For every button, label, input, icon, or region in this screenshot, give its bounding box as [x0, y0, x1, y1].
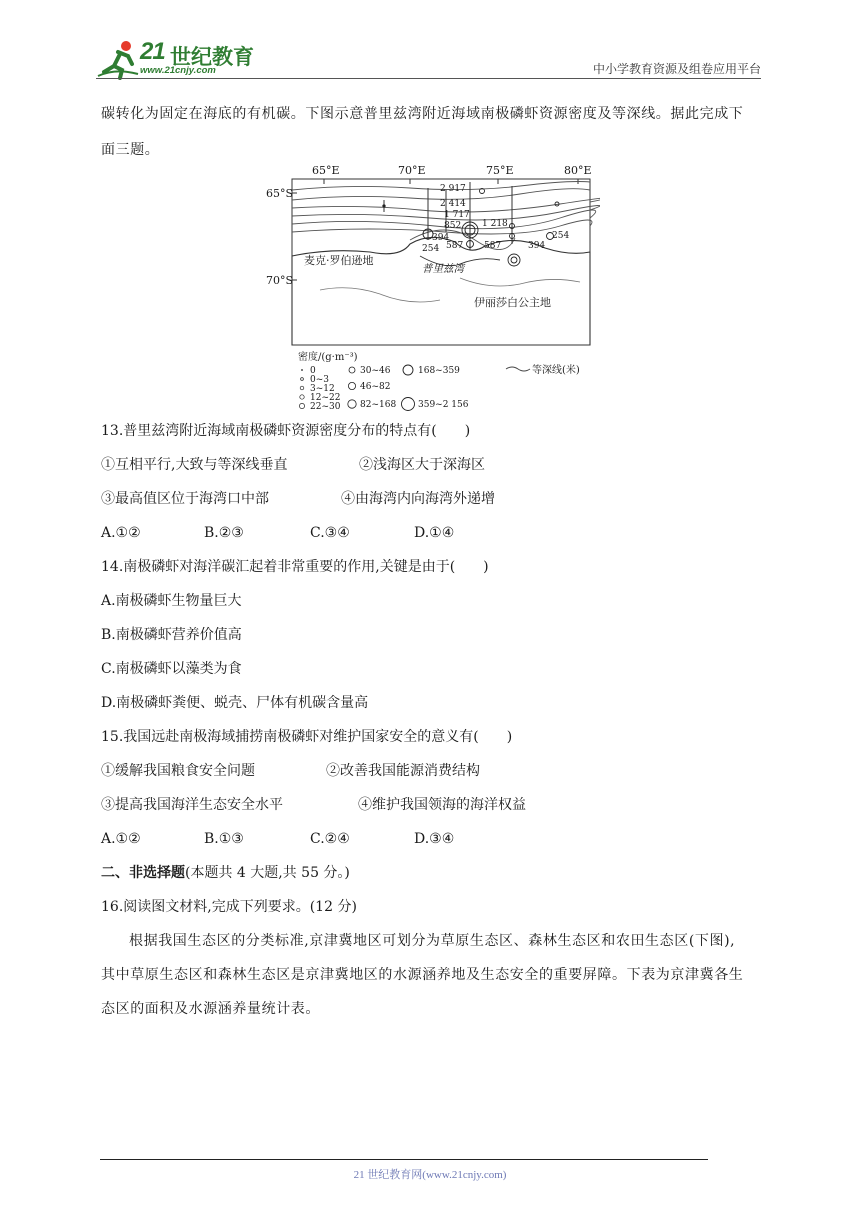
q16-material-line-2: 其中草原生态区和森林生态区是京津冀地区的水源涵养地及生态安全的重要屏障。下表为京津冀各生: [101, 967, 744, 983]
q15-option-row-2: [101, 795, 761, 815]
q16-material-line-1: 根据我国生态区的分类标准,京津冀地区可划分为草原生态区、森林生态区和农田生态区(下图),: [129, 933, 736, 949]
logo-url: www.21cnjy.com: [140, 65, 216, 76]
place-elizabeth: 伊丽莎白公主地: [474, 296, 551, 309]
legend-class: 82~168: [360, 400, 397, 410]
legend-class: 3~12: [310, 384, 335, 394]
depth-label: 394: [528, 241, 546, 251]
isobath-legend-symbol: [506, 367, 530, 371]
lat-label: 70°S: [266, 274, 294, 287]
legend-class: 22~30: [310, 402, 341, 412]
q15-choices: [101, 829, 761, 849]
q15-choice-c[interactable]: C.②④: [310, 831, 350, 847]
site-logo[interactable]: [96, 38, 266, 80]
lon-label: 70°E: [398, 164, 426, 177]
lon-label: 80°E: [564, 164, 592, 177]
runner-icon: [96, 40, 140, 80]
q13-choice-b[interactable]: B.②③: [204, 525, 244, 541]
q13-choice-a[interactable]: A.①②: [101, 525, 141, 541]
section-2-heading: [101, 863, 761, 883]
depth-label: 587: [446, 241, 464, 251]
q14-stem: 14.南极磷虾对海洋碳汇起着非常重要的作用,关键是由于( ): [101, 559, 489, 575]
krill-density-map: [260, 160, 600, 415]
legend-isobath: 等深线(米): [532, 365, 580, 376]
q15-option-row-1: [101, 761, 761, 781]
section-2-note: (本题共 4 大题,共 55 分。): [185, 865, 350, 881]
q14-choice-c[interactable]: C.南极磷虾以藻类为食: [101, 661, 242, 677]
q14-choice-b[interactable]: B.南极磷虾营养价值高: [101, 627, 242, 643]
q13-statement-3: ③最高值区位于海湾口中部: [101, 491, 269, 507]
q15-statement-2: ②改善我国能源消费结构: [326, 763, 480, 779]
depth-label: 254: [552, 231, 570, 241]
lon-label: 65°E: [312, 164, 340, 177]
q14-choice-d[interactable]: D.南极磷虾粪便、蜕壳、尸体有机碳含量高: [101, 695, 369, 711]
q15-statement-4: ④维护我国领海的海洋权益: [358, 797, 526, 813]
q13-choices: [101, 523, 761, 543]
q13-stem: 13.普里兹湾附近海域南极磷虾资源密度分布的特点有( ): [101, 423, 471, 439]
depth-label: 2 917: [440, 184, 466, 194]
lat-label: 65°S: [266, 187, 294, 200]
footer-text[interactable]: 21 世纪教育网(www.21cnjy.com): [353, 1169, 507, 1181]
density-markers: [383, 189, 559, 267]
legend-class: 168~359: [418, 366, 460, 376]
q16-material-line-3: 态区的面积及水源涵养量统计表。: [101, 1001, 320, 1017]
q15-stem: 15.我国远赴南极海域捕捞南极磷虾对维护国家安全的意义有( ): [101, 729, 513, 745]
legend-class: 12~22: [310, 393, 341, 403]
lon-label: 75°E: [486, 164, 514, 177]
footer-divider: [100, 1159, 708, 1160]
depth-label: 1 218: [482, 219, 508, 229]
page-header: [96, 38, 761, 80]
intro-line-1: 碳转化为固定在海底的有机碳。下图示意普里兹湾附近海域南极磷虾资源密度及等深线。据此完成下: [101, 106, 744, 122]
legend-class: 0: [310, 366, 316, 376]
legend-class: 46~82: [360, 382, 391, 392]
depth-label: 852: [444, 221, 462, 231]
depth-label: 587: [484, 241, 502, 251]
q13-statement-1: ①互相平行,大致与等深线垂直: [101, 457, 288, 473]
q13-choice-d[interactable]: D.①④: [414, 525, 455, 541]
q16-stem: [101, 897, 761, 917]
depth-label: 394: [432, 233, 450, 243]
place-prydz-bay: 普里兹湾: [422, 263, 464, 275]
section-2-title: 二、非选择题: [101, 865, 185, 881]
legend-class: 359~2 156: [418, 400, 469, 410]
depth-label: 254: [422, 244, 440, 254]
depth-label: 1 717: [444, 210, 470, 220]
logo-name: 世纪教育: [170, 45, 254, 69]
q15-choice-a[interactable]: A.①②: [101, 831, 141, 847]
legend-title: 密度/(g·m⁻³): [298, 352, 358, 363]
q15-statement-3: ③提高我国海洋生态安全水平: [101, 797, 283, 813]
platform-name: 中小学教育资源及组卷应用平台: [592, 62, 761, 76]
q13-option-row-2: [101, 489, 761, 509]
q13-choice-c[interactable]: C.③④: [310, 525, 350, 541]
place-mac-robertson: 麦克·罗伯逊地: [304, 254, 374, 267]
q16-stem-text: 16.阅读图文材料,完成下列要求。(12 分): [101, 899, 357, 915]
legend-class: 0~3: [310, 375, 329, 385]
intro-line-2: 面三题。: [101, 142, 160, 158]
legend-class: 30~46: [360, 366, 391, 376]
q13-statement-4: ④由海湾内向海湾外递增: [341, 491, 495, 507]
map-svg: [260, 160, 600, 415]
header-divider: [96, 78, 761, 79]
q13-option-row-1: [101, 455, 761, 475]
q13-statement-2: ②浅海区大于深海区: [359, 457, 485, 473]
q14-choice-a[interactable]: A.南极磷虾生物量巨大: [101, 593, 242, 609]
map-legend: [298, 350, 580, 412]
q15-statement-1: ①缓解我国粮食安全问题: [101, 763, 255, 779]
depth-label: 2 414: [440, 199, 466, 209]
q15-choice-d[interactable]: D.③④: [414, 831, 455, 847]
logo-number: 21: [140, 38, 165, 65]
q15-choice-b[interactable]: B.①③: [204, 831, 244, 847]
